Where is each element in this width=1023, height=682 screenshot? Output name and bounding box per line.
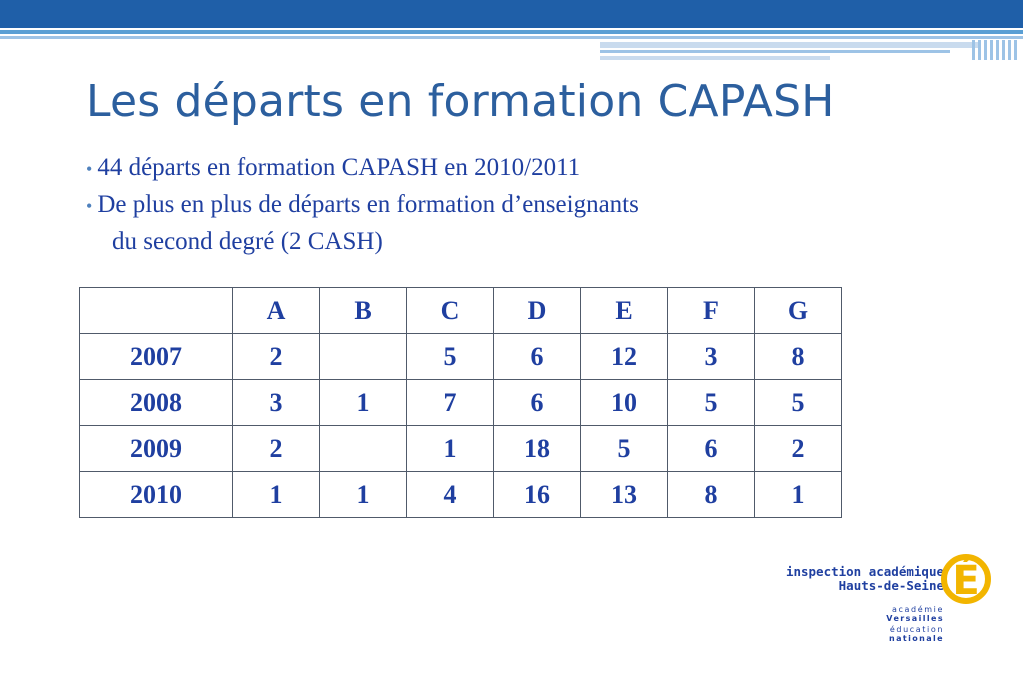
table-header-cell: F: [668, 288, 755, 334]
banner-ticks: [972, 40, 1020, 60]
table-cell: 2: [233, 334, 320, 380]
table-row-year: 2009: [80, 426, 233, 472]
table-header-cell: C: [407, 288, 494, 334]
slide-title: Les départs en formation CAPASH: [86, 76, 835, 127]
table-cell: 10: [581, 380, 668, 426]
table-header-cell: A: [233, 288, 320, 334]
table-cell: 12: [581, 334, 668, 380]
table-cell: 6: [668, 426, 755, 472]
table-cell: [320, 334, 407, 380]
table-row: [80, 472, 842, 518]
table-row-year: 2010: [80, 472, 233, 518]
table-cell: 7: [407, 380, 494, 426]
table-cell: 1: [233, 472, 320, 518]
bullet-icon: •: [86, 196, 93, 216]
table-cell: 8: [668, 472, 755, 518]
bullet-text: De plus en plus de départs en formation d’enseignants: [97, 191, 639, 218]
banner-stripe: [0, 36, 1023, 39]
table-cell: 8: [755, 334, 842, 380]
banner-bar: [0, 0, 1023, 28]
banner-stripe: [600, 50, 950, 53]
table-cell: 1: [320, 472, 407, 518]
table-row: [80, 426, 842, 472]
table-cell: 5: [407, 334, 494, 380]
logo-line-inspection: inspection académique: [785, 564, 944, 579]
bullet-icon: •: [86, 159, 93, 179]
table-cell: 16: [494, 472, 581, 518]
table-cell: 3: [668, 334, 755, 380]
table-cell: 5: [581, 426, 668, 472]
table-cell: 5: [668, 380, 755, 426]
table-cell: 6: [494, 380, 581, 426]
bullet-list: [86, 150, 639, 260]
bullet-text: 44 départs en formation CAPASH en 2010/2011: [97, 154, 581, 181]
table-header-row: [80, 288, 842, 334]
table-cell: 1: [407, 426, 494, 472]
data-table: [79, 287, 842, 518]
bullet-item: [86, 187, 639, 224]
table-row-year: 2007: [80, 334, 233, 380]
bullet-continuation: [86, 224, 639, 260]
table-cell: 5: [755, 380, 842, 426]
table-header-cell: B: [320, 288, 407, 334]
table-cell: 18: [494, 426, 581, 472]
logo-badge-letter: É: [952, 558, 980, 604]
academy-logo: [770, 540, 1023, 650]
banner-stripe: [600, 56, 830, 60]
table-header-cell: E: [581, 288, 668, 334]
bullet-item: [86, 150, 639, 187]
table-row: [80, 380, 842, 426]
table-cell: 13: [581, 472, 668, 518]
logo-line-nationale: nationale: [888, 634, 944, 643]
table-row-year: 2008: [80, 380, 233, 426]
table-cell: 2: [755, 426, 842, 472]
table-cell: 1: [755, 472, 842, 518]
logo-line-academie: académie: [892, 605, 944, 614]
table-header-cell: [80, 288, 233, 334]
table-cell: 6: [494, 334, 581, 380]
table-cell: 4: [407, 472, 494, 518]
table-header-cell: D: [494, 288, 581, 334]
logo-line-department: Hauts-de-Seine: [838, 578, 944, 593]
table-header-cell: G: [755, 288, 842, 334]
table-cell: [320, 426, 407, 472]
table-cell: 3: [233, 380, 320, 426]
table-cell: 2: [233, 426, 320, 472]
banner-stripe: [600, 42, 980, 48]
table-cell: 1: [320, 380, 407, 426]
banner-stripe: [0, 30, 1023, 34]
table-row: [80, 334, 842, 380]
bullet-text: du second degré (2 CASH): [112, 228, 383, 255]
logo-line-education: éducation: [889, 625, 944, 634]
logo-line-versailles: Versailles: [886, 614, 944, 623]
